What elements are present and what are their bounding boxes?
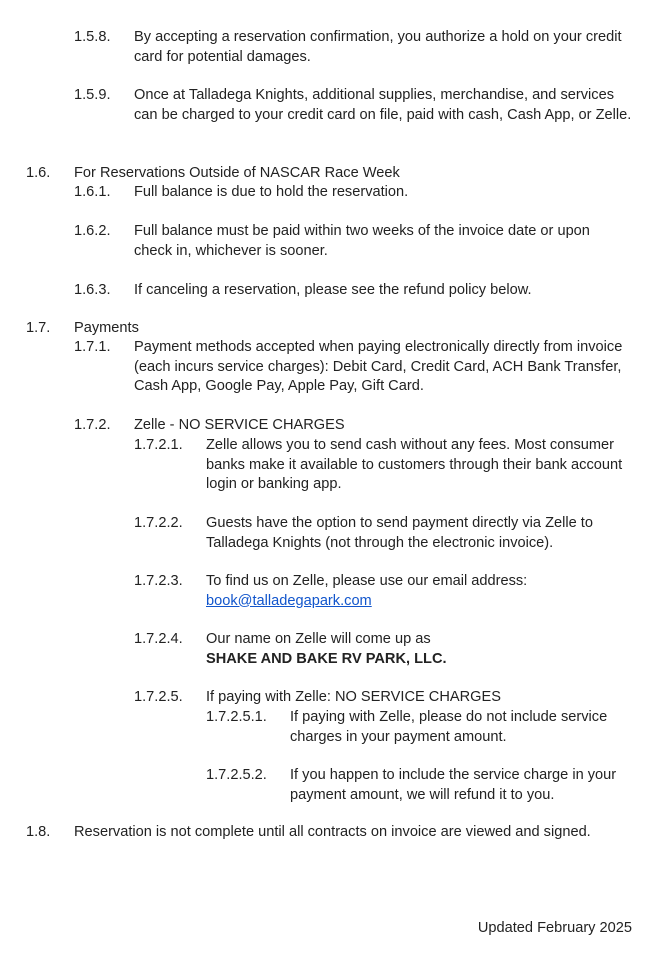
clause-1-7-2-5-2 <box>206 766 632 805</box>
clause-1-7-2-1 <box>134 436 632 495</box>
clause-number: 1.7.2.1. <box>134 437 183 453</box>
clause-1-7-2-4 <box>134 630 632 669</box>
clause-text: Payment methods accepted when paying electronically directly from invoice (each incurs service charges): Debit Card, Credit Card, ACH Bank Transfer, Cash App, Google Pay, Apple Pay, Gift Card. <box>134 339 623 394</box>
clause-number: 1.7.1. <box>74 339 111 355</box>
clause-number: 1.7.2.2. <box>134 515 183 531</box>
clause-text <box>206 572 632 611</box>
clause-text: Zelle allows you to send cash without any fees. Most consumer banks make it available to customers through their bank account login or banking app. <box>206 437 623 492</box>
section-1-8 <box>26 823 632 843</box>
clause-number: 1.5.8. <box>74 29 111 45</box>
clause-text: Full balance is due to hold the reservation. <box>134 184 409 200</box>
section-heading: For Reservations Outside of NASCAR Race Week <box>74 165 400 181</box>
section-text: Reservation is not complete until all contracts on invoice are viewed and signed. <box>74 824 591 840</box>
updated-date-footer: Updated February 2025 <box>477 920 632 936</box>
clause-number: 1.6.2. <box>74 223 111 239</box>
clause-1-5-8 <box>74 28 632 67</box>
clause-text: Zelle - NO SERVICE CHARGES <box>134 417 345 433</box>
clause-number: 1.6.3. <box>74 282 111 298</box>
clause-1-7-2-5-1 <box>206 708 632 747</box>
section-number: 1.6. <box>26 165 51 181</box>
section-1-6 <box>26 164 632 184</box>
clause-number: 1.7.2.4. <box>134 631 183 647</box>
clause-1-6-1 <box>74 183 632 203</box>
clause-text: Once at Talladega Knights, additional supplies, merchandise, and services can be charged to your credit card on file, paid with cash, Cash App, or Zelle. <box>134 87 632 123</box>
clause-1-7-2-3 <box>134 572 632 611</box>
clause-number: 1.7.2.5.2. <box>206 767 267 783</box>
clause-1-7-1 <box>74 338 632 397</box>
company-name: SHAKE AND BAKE RV PARK, LLC. <box>206 650 447 667</box>
clause-text: If canceling a reservation, please see the refund policy below. <box>134 282 532 298</box>
clause-text-line: To find us on Zelle, please use our email address: <box>206 573 528 589</box>
clause-number: 1.7.2.5.1. <box>206 709 267 725</box>
section-number: 1.7. <box>26 320 51 336</box>
clause-1-7-2 <box>74 416 632 436</box>
clause-number: 1.7.2.5. <box>134 689 183 705</box>
clause-number: 1.7.2.3. <box>134 573 183 589</box>
clause-1-5-9 <box>74 86 632 125</box>
email-link[interactable]: book@talladegapark.com <box>206 592 372 609</box>
section-number: 1.8. <box>26 824 51 840</box>
clause-text: If paying with Zelle: NO SERVICE CHARGES <box>206 689 501 705</box>
clause-text: Guests have the option to send payment directly via Zelle to Talladega Knights (not through the electronic invoice). <box>206 515 593 551</box>
clause-text-line: Our name on Zelle will come up as <box>206 631 431 647</box>
clause-1-7-2-5 <box>134 688 632 708</box>
clause-text: If paying with Zelle, please do not include service charges in your payment amount. <box>290 709 608 745</box>
clause-text: By accepting a reservation confirmation, you authorize a hold on your credit card for potential damages. <box>134 29 622 65</box>
clause-1-7-2-2 <box>134 514 632 553</box>
clause-1-6-2 <box>74 222 632 261</box>
section-heading: Payments <box>74 320 139 336</box>
clause-1-6-3 <box>74 281 632 301</box>
clause-number: 1.7.2. <box>74 417 111 433</box>
clause-text: Full balance must be paid within two weeks of the invoice date or upon check in, whichever is sooner. <box>134 223 590 259</box>
clause-text: If you happen to include the service charge in your payment amount, we will refund it to you. <box>290 767 617 803</box>
clause-text <box>206 630 632 669</box>
section-1-7 <box>26 319 632 339</box>
clause-number: 1.6.1. <box>74 184 111 200</box>
clause-number: 1.5.9. <box>74 87 111 103</box>
